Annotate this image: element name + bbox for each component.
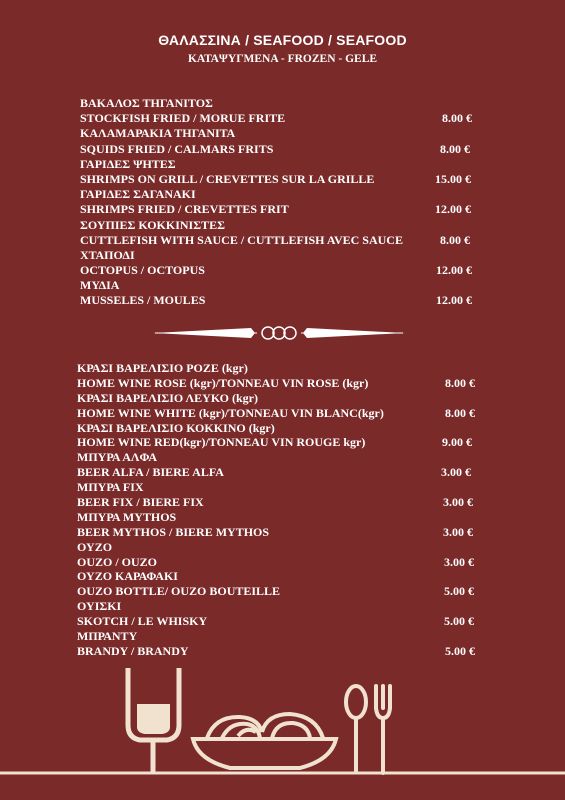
item-price: 8.00 € xyxy=(442,111,472,126)
menu-item xyxy=(80,293,500,308)
menu-item xyxy=(80,218,500,233)
item-price: 8.00 € xyxy=(440,141,470,156)
menu-item xyxy=(77,406,497,421)
item-label: SHRIMPS ON GRILL / CREVETTES SUR LA GRILLE xyxy=(80,171,375,186)
seafood-list xyxy=(80,96,500,309)
menu-item xyxy=(80,142,500,157)
menu-subtitle: ΚΑΤΑΨΥΓΜΕΝΑ - FROZEN - GELE xyxy=(187,53,378,65)
item-label: ΚΡΑΣΙ ΒΑΡΕΛΙΣΙΟ ΡΟΖΕ (kgr) xyxy=(77,361,248,375)
menu-item xyxy=(80,172,500,187)
item-label: ΟΥΙΣΚΙ xyxy=(77,599,122,614)
menu-item xyxy=(77,376,497,391)
menu-item xyxy=(77,435,497,450)
menu-item xyxy=(77,629,497,644)
item-price: 3.00 € xyxy=(444,554,474,569)
item-price: 5.00 € xyxy=(444,614,474,629)
item-label: ΜΠΥΡΑ FIX xyxy=(77,480,144,495)
menu-item xyxy=(77,495,497,510)
item-price: 12.00 € xyxy=(436,293,472,308)
item-label: OCTOPUS / OCTOPUS xyxy=(80,263,205,278)
ornamental-divider-icon xyxy=(153,322,405,346)
item-label: HOME WINE ROSE (kgr)/TONNEAU VIN ROSE (kgr) xyxy=(77,375,369,390)
item-label: BRANDY / BRANDY xyxy=(77,643,189,658)
menu-item xyxy=(80,126,500,141)
drinks-list xyxy=(77,361,497,661)
item-price: 5.00 € xyxy=(444,584,474,599)
item-label: ΜΠΡΑΝΤΥ xyxy=(77,629,138,644)
menu-item xyxy=(77,525,497,540)
item-label: ΒΑΚΑΛΟΣ ΤΗΓΑΝΙΤΟΣ xyxy=(80,96,213,110)
item-label: ΚΡΑΣΙ ΒΑΡΕΛΙΣΙΟ ΚΟΚΚΙΝΟ (kgr) xyxy=(77,420,275,435)
item-label: ΚΡΑΣΙ ΒΑΡΕΛΙΣΙΟ ΛΕΥΚΟ (kgr) xyxy=(77,390,258,405)
item-price: 3.00 € xyxy=(441,465,471,480)
menu-item xyxy=(80,96,500,111)
menu-item xyxy=(77,599,497,614)
item-price: 12.00 € xyxy=(435,202,471,217)
table-setting-illustration xyxy=(0,660,565,800)
item-label: CUTTLEFISH WITH SAUCE / CUTTLEFISH AVEC SAUCE xyxy=(80,232,403,247)
menu-item xyxy=(77,555,497,570)
menu-item xyxy=(80,278,500,293)
item-label: HOME WINE WHITE (kgr)/TONNEAU VIN BLANC(kgr) xyxy=(77,405,384,420)
item-label: ΓΑΡΙΔΕΣ ΣΑΓΑΝΑΚΙ xyxy=(80,187,196,202)
item-label: ΚΑΛΑΜΑΡΑΚΙΑ ΤΗΓΑΝΙΤΑ xyxy=(80,126,236,141)
menu-item xyxy=(80,248,500,263)
menu-item xyxy=(80,233,500,248)
item-label: STOCKFISH FRIED / MORUE FRITE xyxy=(80,111,286,126)
menu-item xyxy=(77,584,497,599)
item-label: BEER ALFA / BIERE ALFA xyxy=(77,465,224,480)
item-label: ΓΑΡΙΔΕΣ ΨΗΤΕΣ xyxy=(80,156,176,171)
item-label: MUSSELES / MOULES xyxy=(80,293,206,308)
menu-item xyxy=(80,111,500,126)
item-price: 12.00 € xyxy=(436,263,472,278)
item-price: 8.00 € xyxy=(445,375,475,390)
item-label: ΟΥΖΟ xyxy=(77,539,113,554)
item-label: HOME WINE RED(kgr)/TONNEAU VIN ROUGE kgr) xyxy=(77,435,366,450)
menu-item xyxy=(77,421,497,436)
item-label: BEER MYTHOS / BIERE MYTHOS xyxy=(77,524,270,539)
menu-item xyxy=(80,263,500,278)
menu-item xyxy=(77,450,497,465)
menu-title: ΘΑΛΑΣΣΙΝΑ / SEAFOOD / SEAFOOD xyxy=(158,32,407,48)
item-label: ΜΠΥΡΑ MYTHOS xyxy=(77,509,177,524)
item-label: SHRIMPS FRIED / CREVETTES FRIT xyxy=(80,202,289,217)
item-label: OUZO BOTTLE/ OUZO BOUTEILLE xyxy=(77,584,281,599)
item-price: 8.00 € xyxy=(445,405,475,420)
item-price: 15.00 € xyxy=(435,171,471,186)
item-label: ΜΠΥΡΑ ΑΛΦΑ xyxy=(77,450,158,465)
item-price: 9.00 € xyxy=(442,435,472,450)
item-label: SQUIDS FRIED / CALMARS FRITS xyxy=(80,141,274,156)
menu-item xyxy=(80,187,500,202)
menu-item xyxy=(77,569,497,584)
fork-icon xyxy=(376,686,390,773)
item-label: ΣΟΥΠΙΕΣ ΚΟΚΚΙΝΙΣΤΕΣ xyxy=(80,217,225,232)
item-price: 8.00 € xyxy=(440,232,470,247)
item-label: BEER FIX / BIERE FIX xyxy=(77,495,204,510)
item-label: ΜΥΔΙΑ xyxy=(80,278,120,293)
menu-item xyxy=(77,465,497,480)
item-price: 5.00 € xyxy=(445,643,475,658)
item-label: ΧΤΑΠΟΔΙ xyxy=(80,247,135,262)
menu-item xyxy=(77,480,497,495)
menu-item xyxy=(77,644,497,659)
wine-glass-icon xyxy=(128,668,179,773)
menu-item xyxy=(77,614,497,629)
item-price: 3.00 € xyxy=(443,524,473,539)
menu-item xyxy=(77,540,497,555)
pasta-plate-icon xyxy=(193,714,336,768)
menu-item xyxy=(80,202,500,217)
menu-item xyxy=(77,510,497,525)
menu-item xyxy=(80,157,500,172)
item-price: 3.00 € xyxy=(443,495,473,510)
spoon-icon xyxy=(346,686,366,773)
item-label: SKOTCH / LE WHISKY xyxy=(77,614,208,629)
menu-item xyxy=(77,361,497,376)
item-label: ΟΥΖΟ ΚΑΡΑΦΑΚΙ xyxy=(77,569,178,584)
item-label: OUZO / OUZO xyxy=(77,554,158,569)
menu-item xyxy=(77,391,497,406)
